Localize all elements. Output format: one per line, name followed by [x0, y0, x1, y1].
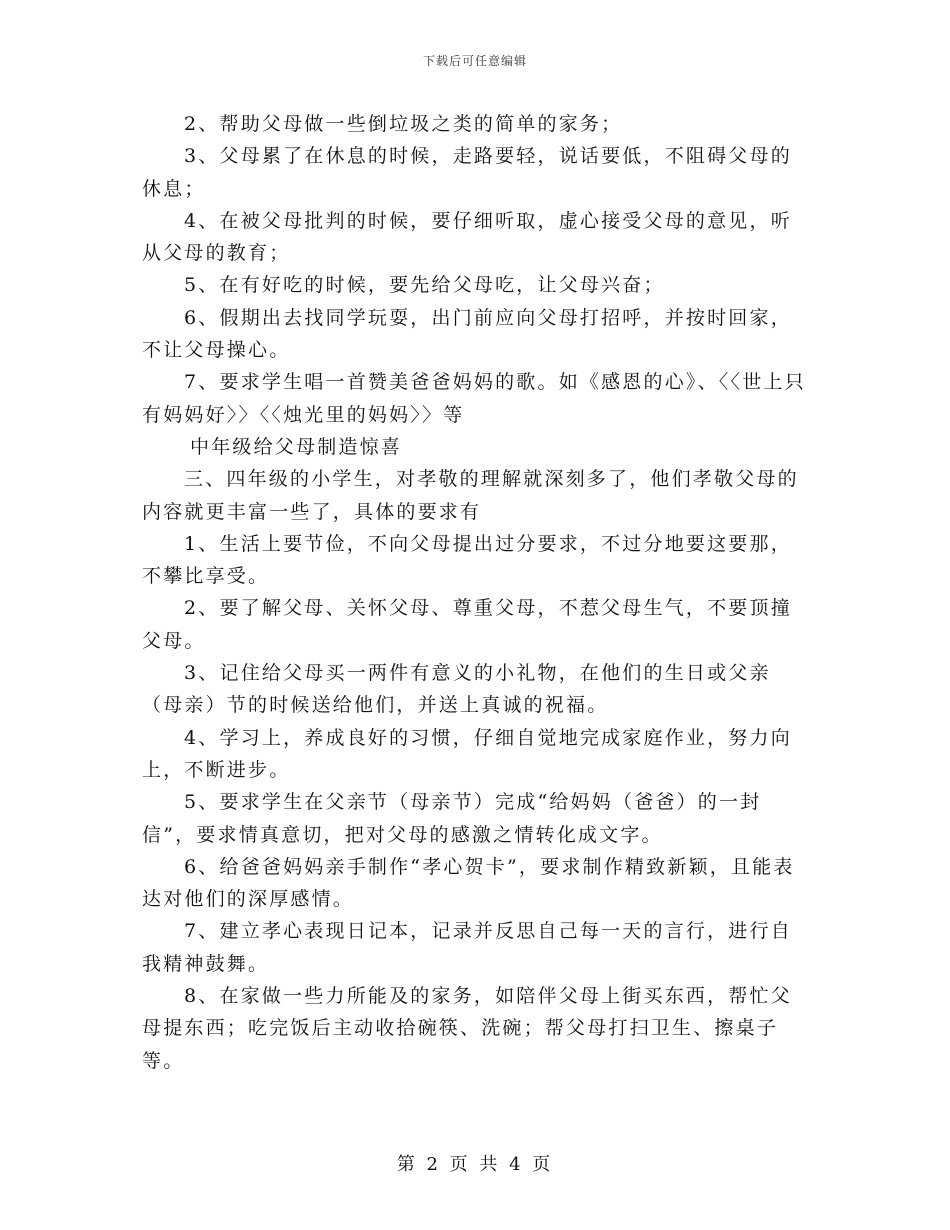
paragraph-6-greeting-card: 6、给爸爸妈妈亲手制作“孝心贺卡”，要求制作精致新颖，且能表达对他们的深厚感情。: [142, 855, 795, 911]
paragraph-2-respect-parents: 2、要了解父母、关怀父母、尊重父母，不惹父母生气，不要顶撞父母。: [142, 597, 792, 652]
paragraph-5-write-letter: 5、要求学生在父亲节（母亲节）完成“给妈妈（爸爸）的一封信”，要求情真意切，把对父母的感激之情转化成文字。: [142, 791, 762, 846]
paragraph-6-tell-parents: 6、假期出去找同学玩耍，出门前应向父母打招呼，并按时回家，不让父母操心。: [142, 306, 792, 362]
paragraph-2-household-chores: 2、帮助父母做一些倒垃圾之类的简单的家务；: [184, 113, 623, 135]
section-heading-middle-grade: 中年级给父母制造惊喜: [190, 435, 403, 458]
page-header: 下载后可任意编辑: [422, 54, 527, 68]
paragraph-8-help-at-home: 8、在家做一些力所能及的家务，如陪伴父母上街买东西，帮忙父母提东西；吃完饭后主动收拾碗筷、洗碗；帮父母打扫卫生、擦桌子等。: [142, 985, 792, 1072]
paragraph-4-good-habits: 4、学习上，养成良好的习惯，仔细自觉地完成家庭作业，努力向上，不断进步。: [142, 726, 792, 781]
document-body: [142, 108, 810, 1077]
page-number-footer: 第 2 页 共 4 页: [396, 1154, 554, 1175]
paragraph-7-diary: 7、建立孝心表现日记本，记录并反思自己每一天的言行，进行自我精神鼓舞。: [142, 920, 792, 975]
paragraph-3-parents-resting: 3、父母累了在休息的时候，走路要轻，说话要低，不阻碍父母的休息；: [142, 145, 792, 200]
paragraph-4-accept-criticism: 4、在被父母批判的时候，要仔细听取，虚心接受父母的意见，听从父母的教育；: [142, 209, 792, 265]
paragraph-1-be-frugal: 1、生活上要节俭，不向父母提出过分要求，不过分地要这要那，不攀比享受。: [142, 532, 792, 588]
paragraph-5-share-food: 5、在有好吃的时候，要先给父母吃，让父母兴奋；: [184, 274, 665, 297]
paragraph-3-small-gift: 3、记住给父母买一两件有意义的小礼物，在他们的生日或父亲（母亲）节的时候送给他们，并送上真诚的祝福。: [142, 662, 771, 717]
paragraph-7-sing-song: 7、要求学生唱一首赞美爸爸妈妈的歌。如《感恩的心》、〈〈世上只有妈妈好〉〉〈〈烛光里的妈妈〉〉等: [142, 371, 806, 426]
paragraph-middle-grade-intro: 三、四年级的小学生，对孝敬的理解就深刻多了，他们孝敬父母的内容就更丰富一些了，具体的要求有: [142, 468, 799, 523]
